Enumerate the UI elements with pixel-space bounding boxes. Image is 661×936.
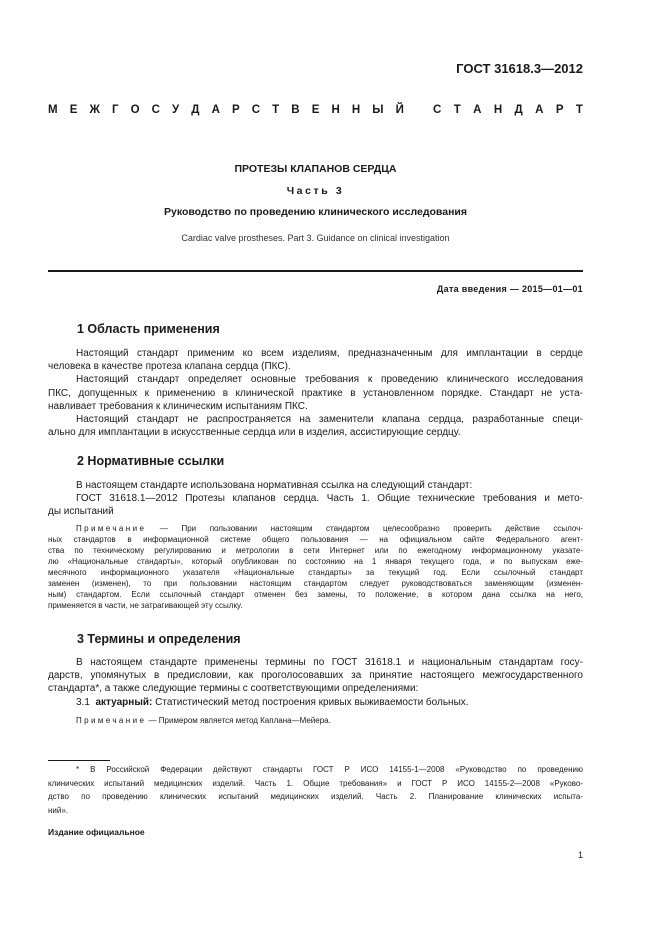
letter: С: [251, 104, 261, 116]
term-name: актуарный:: [95, 696, 153, 708]
letter: Д: [191, 104, 200, 116]
standard-subtitle: Руководство по проведению клинического исследования: [163, 206, 467, 218]
note-text: — Примером является метод Каплана—Мейера.: [148, 716, 331, 725]
note-line: ным) стандартом. Если ссылочный стандарт отменен без замены, то положение, в котором дана ссылка на него,: [48, 590, 583, 599]
letter: Т: [575, 104, 583, 116]
footnote-line: * В Российской Федерации действуют стандарты ГОСТ Р ИСО 14155-1—2008 «Руководство по проведению: [76, 765, 583, 774]
footnote-line: дство по проведению клинических испытаний медицинских изделий. Часть 2. Планирование клинических испыта-: [48, 792, 583, 802]
standard-title: ПРОТЕЗЫ КЛАПАНОВ СЕРДЦА: [234, 163, 397, 175]
note-line: [48, 523, 583, 534]
interstate-word-1: [48, 104, 404, 116]
note-line: [48, 715, 583, 726]
note-line: заменен (изменен), то при пользовании настоящим стандартом следует руководствоваться заменяющим (изменен-: [48, 579, 583, 588]
interstate-standard-heading: [48, 104, 583, 116]
text-line: ПКС, допущенных к применению в клинической практике в установленном порядке. Стандарт не уста-: [48, 387, 583, 399]
letter: Н: [493, 104, 503, 116]
letter: Р: [231, 104, 240, 116]
footnote-line: клинических испытаний медицинских изделий. Часть 1. Общие требования» и ГОСТ Р ИСО 14155-2—2008 «Руково-: [48, 778, 583, 788]
section-1-body: [48, 347, 583, 439]
introduction-date: Дата введения — 2015—01—01: [436, 284, 583, 294]
note-label: Примечание: [76, 716, 147, 725]
letter: Е: [311, 104, 320, 116]
text-line: Настоящий стандарт не распространяется на заменители клапана сердца, разработанные специ-: [76, 414, 583, 426]
letter: Н: [331, 104, 340, 116]
footnote-line: ний».: [48, 805, 69, 815]
note-label: Примечание: [76, 524, 147, 533]
letter: Ж: [89, 104, 100, 116]
letter: У: [172, 104, 180, 116]
interstate-word-2: [433, 104, 583, 116]
note-text: — При пользовании настоящим стандартом целесообразно проверить действие ссылоч-: [159, 524, 583, 533]
text-line: Настоящий стандарт применим ко всем изделиям, предназначенным для имплантации в сердце: [76, 348, 583, 359]
section-2-body: [48, 479, 583, 519]
letter: Й: [395, 104, 404, 116]
letter: О: [130, 104, 140, 116]
text-line: дарств, упомянутых в предисловии, как проголосовавших за принятие настоящего межгосударственного: [48, 670, 583, 682]
page-number: 1: [577, 850, 583, 860]
text-line: стандарта*, а также следующие термины с соответствующими определениями:: [48, 683, 419, 695]
note-line: лю «Национальные стандарты», который опубликован по состоянию на 1 января текущего года, и по выпускам еже-: [48, 557, 583, 566]
section-1-heading: 1 Область применения: [77, 322, 220, 336]
section-2-heading: 2 Нормативные ссылки: [77, 454, 225, 468]
text-line: ды испытаний: [48, 506, 114, 518]
footnote: [48, 763, 583, 817]
letter: А: [535, 104, 544, 116]
letter: Е: [69, 104, 78, 116]
part-label: Часть 3: [286, 185, 345, 197]
text-line: ально для имплантации в искусственные сердца или в изделия, ассистирующие сердцу.: [48, 427, 461, 439]
letter: В: [291, 104, 300, 116]
letter: С: [151, 104, 160, 116]
note-line: ных стандартов в информационной системе общего пользования — на официальном сайте Федерального агент-: [48, 535, 583, 544]
letter: М: [48, 104, 58, 116]
text-line: В настоящем стандарте применены термины по ГОСТ 31618.1 и национальным стандартам госу-: [76, 657, 583, 668]
letter: С: [433, 104, 442, 116]
letter: Г: [111, 104, 119, 116]
section-3-note: [48, 715, 583, 726]
text-line: Настоящий стандарт определяет основные требования к проведению клинического исследования: [76, 374, 583, 386]
letter: Т: [453, 104, 461, 116]
english-title: Cardiac valve prostheses. Part 3. Guidance on clinical investigation: [181, 233, 450, 243]
document-number: ГОСТ 31618.3—2012: [456, 61, 583, 76]
letter: Н: [351, 104, 361, 116]
term-number: 3.1: [76, 696, 90, 708]
letter: А: [473, 104, 482, 116]
term-text: Статистический метод построения кривых выживаемости больных.: [155, 696, 469, 708]
normative-reference: ГОСТ 31618.1—2012 Протезы клапанов сердца. Часть 1. Общие технические требования и мето-: [76, 493, 583, 505]
section-3-heading: 3 Термины и определения: [77, 632, 241, 646]
letter: Ы: [372, 104, 384, 116]
letter: Р: [555, 104, 564, 116]
note-line: применяется в части, не затрагивающей эту ссылку.: [48, 601, 243, 610]
letter: Т: [272, 104, 280, 116]
text-line: В настоящем стандарте использована нормативная ссылка на следующий стандарт:: [76, 480, 473, 491]
note-line: месячного информационного указателя «Национальные стандарты» за текущий год. Если ссылочный стандарт: [48, 568, 583, 577]
letter: Д: [514, 104, 523, 116]
title-divider: [48, 270, 583, 272]
section-3-body: [48, 656, 583, 709]
note-line: ства по техническому регулированию и метрологии в сети Интернет или по ежегодному информационному указате-: [48, 546, 583, 555]
letter: А: [211, 104, 220, 116]
official-edition-label: Издание официальное: [48, 827, 145, 837]
footnote-divider: [48, 760, 110, 761]
term-definition: [48, 696, 583, 709]
text-line: человека в качестве протеза клапана сердца (ПКС).: [48, 361, 291, 373]
text-line: навливает требования к клиническим испытаниям ПКС.: [48, 400, 308, 412]
section-2-note: [48, 523, 583, 611]
